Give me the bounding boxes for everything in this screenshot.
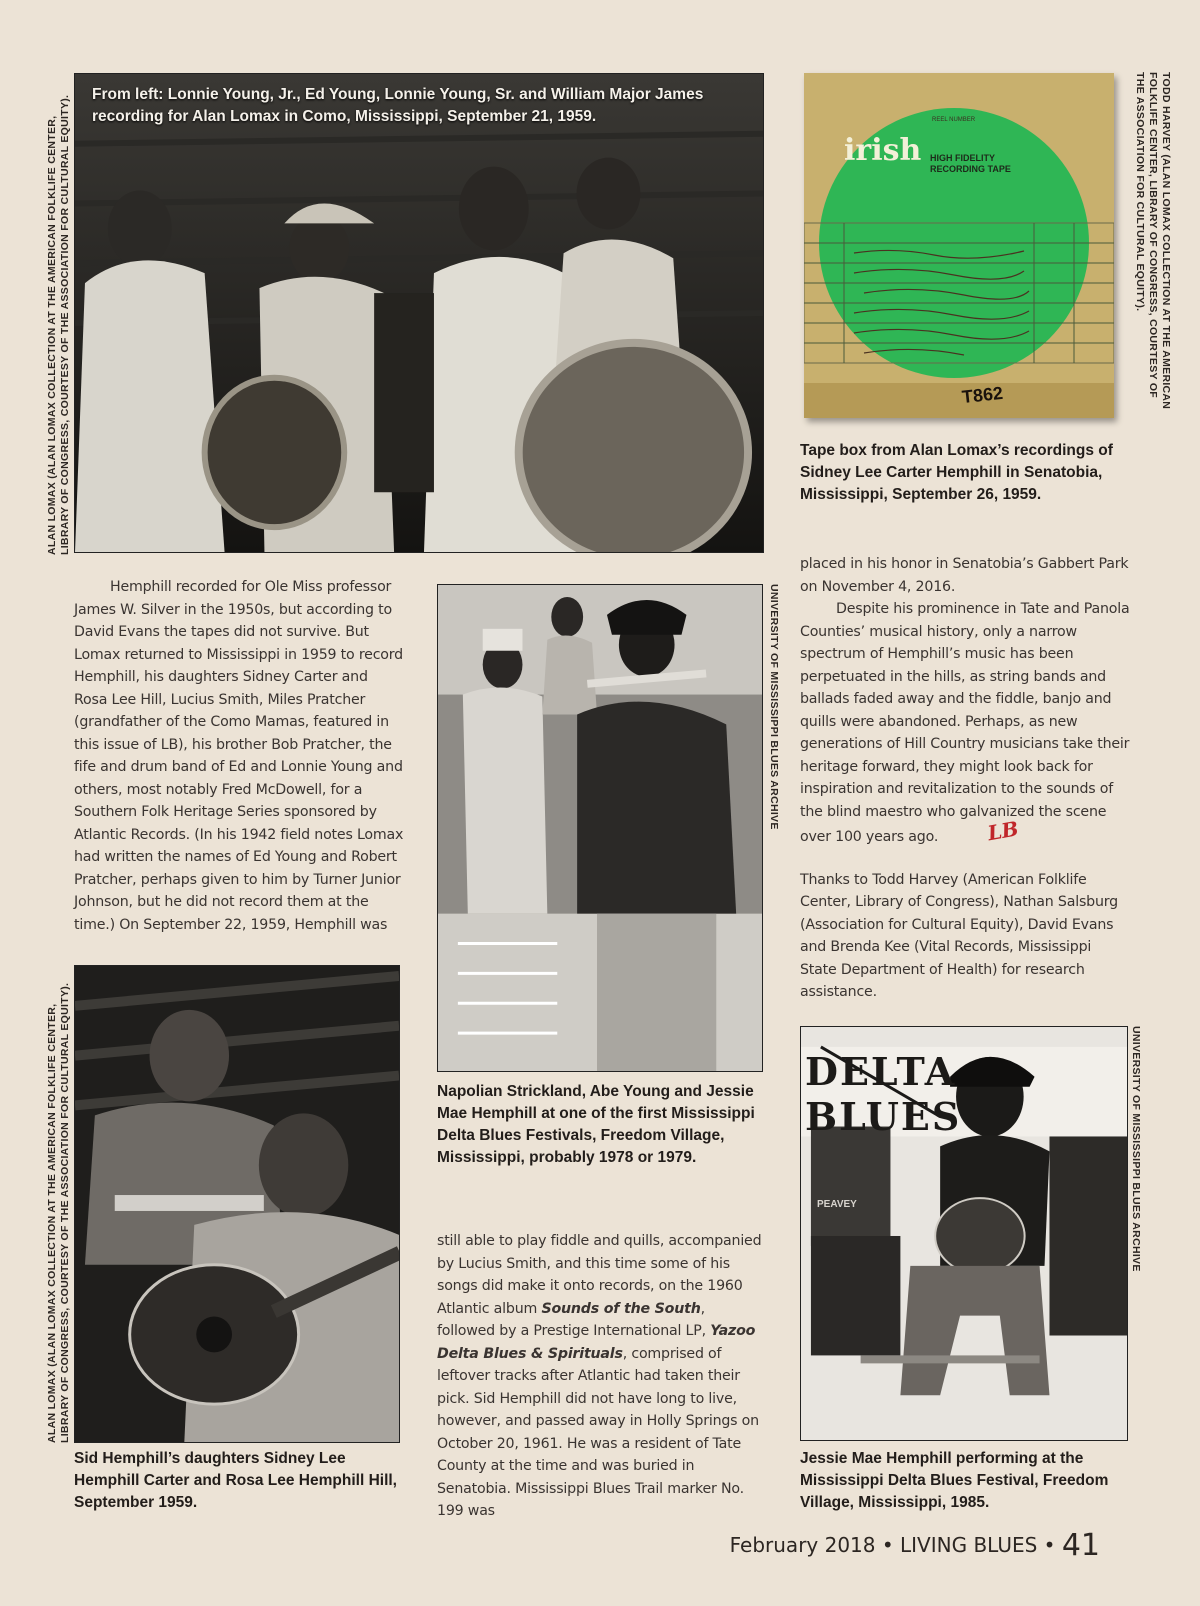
photo-fife-drum-band [74, 73, 764, 553]
photo-caption-jessie-mae: Jessie Mae Hemphill performing at the Mississippi Delta Blues Festival, Freedom Village, Mississippi, 1985. [800, 1450, 1109, 1511]
album-title-sounds-of-the-south: Sounds of the South [541, 1300, 701, 1317]
fife-drum-band-image [75, 74, 763, 552]
photo-hemphill-daughters [74, 965, 400, 1443]
page-number: 41 [1061, 1528, 1100, 1563]
photo-credit-fife-drum-band: ALAN LOMAX (ALAN LOMAX COLLECTION AT THE AMERICAN FOLKLIFE CENTER, LIBRARY OF CONGRESS, COURTESY OF THE ASSOCIATION FOR CULTURAL EQUITY). [46, 94, 71, 555]
article-thanks: Thanks to Todd Harvey (American Folklife Center, Library of Congress), Nathan Salsburg (Association for Cultural Equity), David Evans and Brenda Kee (Vital Records, Mississippi State Department of Health) for research assistance. [800, 871, 1118, 1000]
tape-brand-sub: HIGH FIDELITY RECORDING TAPE [930, 153, 1011, 174]
photo-tape-box [804, 73, 1114, 418]
article-column-2 [437, 1230, 767, 1523]
hemphill-daughters-image [75, 966, 399, 1442]
photo-festival-performers [437, 584, 763, 1072]
photo-caption-hemphill-daughters: Sid Hemphill’s daughters Sidney Lee Hemphill Carter and Rosa Lee Hemphill Hill, September 1959. [74, 1450, 397, 1511]
article-paragraph-conclusion: Despite his prominence in Tate and Panola Counties’ musical history, only a narrow spectrum of Hemphill’s music has been perpetuated in the hills, as string bands and ballads faded away and the fiddle, banjo and quills were abandoned. Perhaps, as new generations of Hill Country musicians take their heritage forward, they might look back for inspiration and revitalization to the sounds of the blind maestro who galvanized the scene over 100 years ago. LB [800, 598, 1130, 849]
lb-signature: LB [985, 816, 1021, 846]
tape-reel-number-label: REEL NUMBER [932, 117, 976, 123]
photo-caption-festival-performers: Napolian Strickland, Abe Young and Jessie Mae Hemphill at one of the first Mississippi Delta Blues Festivals, Freedom Village, Mississippi, probably 1978 or 1979. [437, 1083, 755, 1166]
article-column-3 [800, 553, 1130, 1004]
festival-performers-image [438, 585, 762, 1071]
article-paragraph-1: Hemphill recorded for Ole Miss professor James W. Silver in the 1950s, but according to David Evans the tapes did not survive. But Lomax returned to Mississippi in 1959 to record Hemphill, his daughters Sidney Carter and Rosa Lee Hill, Lucius Smith, Miles Pratcher (grandfather of the Como Mamas, featured in this issue of LB), his brother Bob Pratcher, the fife and drum band of Ed and Lonnie Young and others, most notably Fred McDowell, for a Southern Folk Heritage Series sponsored by Atlantic Records. (In his 1942 field notes Lomax had written the names of Ed Young and Robert Pratcher, perhaps given to him by Turner Junior Johnson, but he did not record them at the time.) On September 22, 1959, Hemphill was [74, 579, 404, 933]
amp-label: PEAVEY [817, 1199, 857, 1210]
photo-jessie-mae-performing [800, 1026, 1128, 1441]
photo-credit-jessie-mae: UNIVERSITY OF MISSISSIPPI BLUES ARCHIVE [1130, 1026, 1142, 1272]
festival-banner-text: DELTA BLUES [805, 1049, 962, 1139]
tape-box-image [804, 73, 1114, 418]
photo-credit-tape-box: TODD HARVEY (ALAN LOMAX COLLECTION AT THE AMERICAN FOLKLIFE CENTER, LIBRARY OF CONGRESS, COURTESY OF THE ASSOCIATION FOR CULTURAL EQUITY). [1134, 72, 1172, 410]
tape-brand: irish [844, 133, 922, 168]
photo-caption-tape-box: Tape box from Alan Lomax’s recordings of Sidney Lee Carter Hemphill in Senatobia, Mississippi, September 26, 1959. [800, 442, 1113, 503]
tape-box-number: T862 [961, 382, 1004, 408]
article-column-1 [74, 576, 404, 936]
footer-issue-text: February 2018 • LIVING BLUES • [729, 1533, 1056, 1557]
article-paragraph-2: still able to play fiddle and quills, accompanied by Lucius Smith, and this time some of his songs did make it onto records, on the 1960 Atlantic album Sounds of the South, followed by a Prestige International LP, Yazoo Delta Blues & Spirituals, comprised of leftover tracks after Atlantic had taken their pick. Sid Hemphill did not have long to live, however, and passed away in Holly Springs on October 20, 1961. He was a resident of Tate County at the time and was buried in Senatobia. Mississippi Blues Trail marker No. 199 was [437, 1233, 762, 1519]
page-footer [730, 1528, 1100, 1563]
photo-credit-festival-performers: UNIVERSITY OF MISSISSIPPI BLUES ARCHIVE [768, 584, 780, 830]
photo-caption-fife-drum-band: From left: Lonnie Young, Jr., Ed Young, Lonnie Young, Sr. and William Major James recording for Alan Lomax in Como, Mississippi, September 21, 1959. [92, 86, 704, 125]
album-title-yazoo-delta: Yazoo Delta Blues & Spirituals [437, 1323, 756, 1362]
photo-credit-hemphill-daughters: ALAN LOMAX (ALAN LOMAX COLLECTION AT THE AMERICAN FOLKLIFE CENTER, LIBRARY OF CONGRESS, COURTESY OF THE ASSOCIATION FOR CULTURAL EQUITY). [46, 982, 71, 1443]
article-paragraph-continued: placed in his honor in Senatobia’s Gabbert Park on November 4, 2016. [800, 556, 1129, 595]
